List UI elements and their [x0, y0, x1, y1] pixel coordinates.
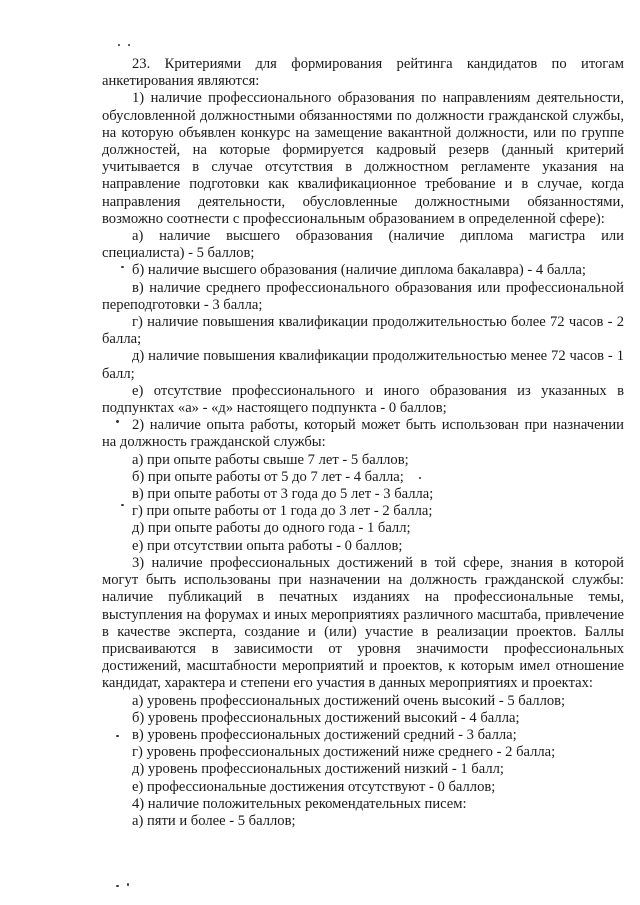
paragraph-1g: г) наличие повышения квалификации продолжительностью более 72 часов - 2 балла;	[102, 314, 624, 348]
paragraph-1e: е) отсутствие профессионального и иного образования из указанных в подпунктах «а» - «д» настоящего подпункта - 0 баллов;	[102, 382, 624, 417]
paragraph-3v: в) уровень профессиональных достижений средний - 3 балла;	[132, 726, 517, 743]
paragraph-2b: б) при опыте работы от 5 до 7 лет - 4 балла;	[132, 468, 404, 485]
document-body	[102, 56, 624, 830]
paragraph-23-intro: 23. Критериями для формирования рейтинга кандидатов по итогам анкетирования являются:	[102, 56, 624, 90]
paragraph-2a: а) при опыте работы свыше 7 лет - 5 баллов;	[132, 451, 409, 468]
paragraph-3g: г) уровень профессиональных достижений ниже среднего - 2 балла;	[132, 744, 556, 761]
paragraph-3b: б) уровень профессиональных достижений высокий - 4 балла;	[132, 709, 520, 726]
paragraph-2v: в) при опыте работы от 3 года до 5 лет - 3 балла;	[132, 486, 434, 503]
paragraph-criterion-3: 3) наличие профессиональных достижений в той сфере, знания в которой могут быть использованы при назначении на должность гражданской службы: наличие публикаций в печатных изданиях на профессиональные темы, выступления на форумах и иных мероприятиях различного масштаба, привлечение в качестве эксперта, создание и (или) участие в реализации проектов. Баллы присваиваются в зависимости от уровня значимости профессиональных достижений, масштабности мероприятий и проектов, к которым имел отношение кандидат, характера и степени его участия в данных мероприятиях и проектах:	[102, 554, 624, 692]
paragraph-3d: д) уровень профессиональных достижений низкий - 1 балл;	[132, 761, 504, 778]
scan-speck	[127, 883, 129, 886]
paragraph-2e: е) при отсутствии опыта работы - 0 баллов;	[132, 537, 403, 554]
paragraph-2g: г) при опыте работы от 1 года до 3 лет - 2 балла;	[132, 503, 433, 520]
paragraph-criterion-1: 1) наличие профессионального образования по направлениям деятельности, обусловленной должностными обязанностями по должности гражданской службы, на которую объявлен конкурс на замещение вакантной должности, или по группе должностей, на которые формируется кадровый резерв (данный критерий учитывается в случае отсутствия в должностном регламенте указания на направление подготовки как квалификационное требование и в случае, когда направления деятельности, обусловленные должностными обязанностями, возможно соотнести с профессиональным образованием в определенной сфере):	[102, 90, 624, 227]
paragraph-1b: б) наличие высшего образования (наличие диплома бакалавра) - 4 балла;	[132, 262, 586, 279]
paragraph-criterion-4: 4) наличие положительных рекомендательных писем:	[132, 795, 467, 812]
paragraph-2d: д) при опыте работы до одного года - 1 балл;	[132, 520, 411, 537]
paragraph-1d: д) наличие повышения квалификации продолжительностью менее 72 часов - 1 балл;	[102, 348, 624, 382]
paragraph-1a: а) наличие высшего образования (наличие диплома магистра или специалиста) - 5 баллов;	[102, 228, 624, 262]
scan-speck	[118, 44, 120, 46]
paragraph-1v: в) наличие среднего профессионального образования или профессиональной переподготовки - 3 балла;	[102, 279, 624, 313]
paragraph-4a: а) пяти и более - 5 баллов;	[132, 812, 296, 829]
scan-speck	[116, 885, 119, 887]
paragraph-3e: е) профессиональные достижения отсутствуют - 0 баллов;	[132, 778, 496, 795]
paragraph-3a: а) уровень профессиональных достижений очень высокий - 5 баллов;	[132, 692, 566, 709]
scan-speck	[128, 44, 130, 46]
paragraph-criterion-2: 2) наличие опыта работы, который может быть использован при назначении на должность гражданской службы:	[102, 417, 624, 451]
